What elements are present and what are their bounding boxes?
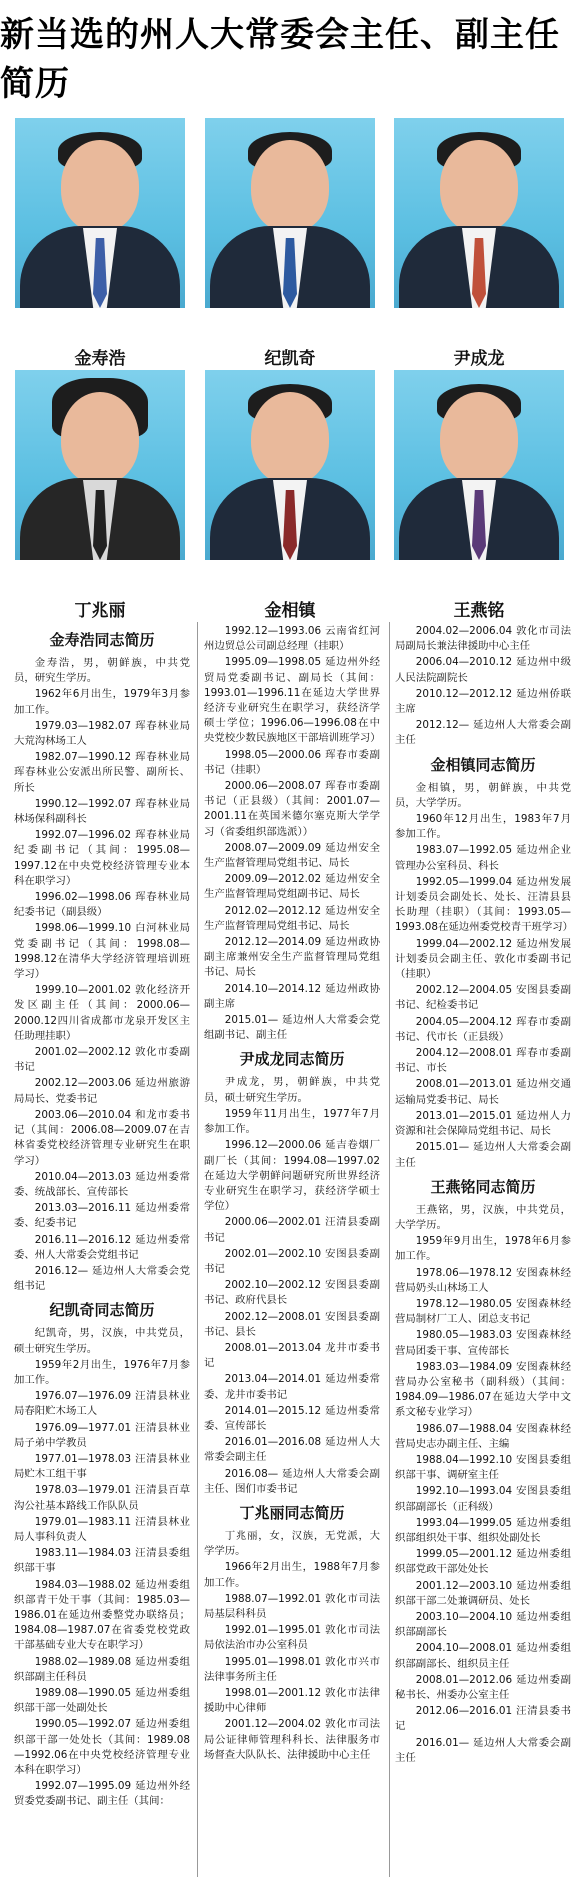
- bio-entry: 2008.01—2013.01 延边州交通运输局党委书记、局长: [395, 1078, 571, 1106]
- bio-paragraphs: [204, 624, 380, 1043]
- bio-entry: 2008.07—2009.09 延边州安全生产监督管理局党组书记、局长: [204, 841, 380, 870]
- bio-entry: 1979.03—1982.07 珲春林业局大荒沟林场工人: [14, 719, 190, 748]
- bio-entry: 1998.05—2000.06 珲春市委副书记（挂职）: [204, 748, 380, 776]
- section-title: 王燕铭同志简历: [430, 1177, 536, 1196]
- text-column-3: [395, 624, 574, 1767]
- bio-entry: 1999.04—2002.12 延边州发展计划委员会副主任、敦化市委副书记（挂职）: [395, 937, 571, 981]
- bio-entry: 1962年6月出生，1979年3月参加工作。: [14, 688, 190, 716]
- bio-entry: 1983.11—1984.03 汪清县委组织部干事: [14, 1547, 190, 1575]
- portrait-photo: [394, 118, 564, 308]
- bio-entry: 1988.07—1992.01 敦化市司法局基层科科员: [204, 1592, 380, 1620]
- portrait-photo: [15, 370, 185, 560]
- bio-entry: 1992.01—1995.01 敦化市司法局依法治市办公室科员: [204, 1624, 380, 1652]
- bio-entry: 1998.01—2001.12 敦化市法律援助中心律师: [204, 1687, 380, 1715]
- bio-paragraphs: [204, 1529, 380, 1763]
- bio-paragraphs: [395, 624, 571, 749]
- bio-entry: 2016.01—2016.08 延边州人大常委会副主任: [204, 1436, 380, 1464]
- portrait-name: 纪凯奇: [264, 349, 316, 369]
- bio-entry: 1983.07—1992.05 延边州企业管理办公室科员、科长: [395, 844, 571, 872]
- bio-entry: 1999.05—2001.12 延边州委组织部党政干部处处长: [395, 1548, 571, 1576]
- bio-entry: 1988.02—1989.08 延边州委组织部副主任科员: [14, 1655, 190, 1683]
- bio-paragraphs: [395, 1203, 571, 1766]
- bio-paragraphs: [14, 1326, 190, 1809]
- bio-entry: 1979.01—1983.11 汪清县林业局人事科负责人: [14, 1515, 190, 1543]
- bio-entry: 1959年11月出生，1977年7月参加工作。: [204, 1107, 380, 1136]
- portrait-photo: [205, 370, 375, 560]
- bio-entry: 2002.01—2002.10 安图县委副书记: [204, 1247, 380, 1275]
- bio-entry: 2001.12—2004.02 敦化市司法局公证律师管理科科长、法律服务市场督查大队队长、法律援助中心主任: [204, 1718, 380, 1761]
- bio-entry: 2001.02—2002.12 敦化市委副书记: [14, 1046, 190, 1074]
- bio-entry: 2003.10—2004.10 延边州委组织部副部长: [395, 1610, 571, 1639]
- bio-entry: 王燕铭，男，汉族，中共党员，大学学历。: [395, 1203, 571, 1231]
- bio-entry: 2013.01—2015.01 延边州人力资源和社会保障局党组书记、局长: [395, 1109, 571, 1138]
- column-divider: [389, 622, 390, 1877]
- bio-entry: 1995.01—1998.01 敦化市兴市法律事务所主任: [204, 1655, 380, 1683]
- text-column-2: [204, 624, 380, 1764]
- bio-entry: 1992.05—1999.04 延边州发展计划委员会副处长、处长、汪清县县长助理（挂职）（其间：1993.05—1993.08在延边州委党校青干班学习）: [395, 875, 574, 934]
- bio-entry: 2000.06—2002.01 汪清县委副书记: [204, 1216, 380, 1244]
- bio-entry: 2004.10—2008.01 延边州委组织部副部长、组织员主任: [395, 1642, 571, 1670]
- portrait-photo: [205, 118, 375, 308]
- bio-entry: 金相镇，男，朝鲜族，中共党员，大学学历。: [395, 781, 571, 809]
- portrait-name: 金寿浩: [74, 349, 126, 369]
- bio-entry: 1989.08—1990.05 延边州委组织部干部一处副处长: [14, 1687, 190, 1715]
- bio-paragraphs: [395, 781, 574, 1171]
- text-column-1: [14, 624, 190, 1811]
- bio-entry: 2002.12—2004.05 安图县委副书记、纪检委书记: [395, 984, 571, 1012]
- section-title: 金相镇同志简历: [430, 755, 536, 774]
- bio-entry: 1992.07—1996.02 珲春林业局纪委副书记（其间：1995.08—1997.12在中央党校经济管理专业本科在职学习）: [14, 829, 190, 887]
- bio-entry: 1996.12—2000.06 延吉卷烟厂副厂长（其间：1994.08—1997.02在延边大学朝鲜问题研究所世界经济专业研究生在职学习，获经济学硕士学位）: [204, 1139, 380, 1213]
- bio-entry: 2013.03—2016.11 延边州委常委、纪委书记: [14, 1202, 190, 1230]
- bio-entry: 1992.10—1993.04 安图县委组织部副部长（正科级）: [395, 1485, 571, 1513]
- bio-entry: 2000.06—2008.07 珲春市委副书记（正县级）（其间：2001.07—2001.11在英国米德尔塞克斯大学学习（省委组织部选派））: [204, 780, 380, 838]
- bio-entry: 1983.03—1984.09 安图森林经营局办公室秘书（副科级）（其间：1984.09—1986.07在延边大学中文系文秘专业学习）: [395, 1360, 571, 1419]
- bio-entry: 1978.06—1978.12 安图森林经营局奶头山林场工人: [395, 1266, 571, 1294]
- bio-entry: 1980.05—1983.03 安图森林经营局团委干事、宣传部长: [395, 1329, 571, 1357]
- bio-entry: 1978.12—1980.05 安图森林经营局制材厂工人、团总支书记: [395, 1297, 571, 1326]
- bio-entry: 2002.10—2002.12 安图县委副书记、政府代县长: [204, 1279, 380, 1307]
- bio-entry: 1959年9月出生，1978年6月参加工作。: [395, 1235, 571, 1263]
- bio-entry: 1976.07—1976.09 汪清县林业局春阳贮木场工人: [14, 1390, 190, 1418]
- bio-entry: 2008.01—2012.06 延边州委副秘书长、州委办公室主任: [395, 1673, 571, 1701]
- bio-entry: 2012.02—2012.12 延边州安全生产监督管理局党组书记、局长: [204, 904, 380, 932]
- bio-paragraphs: [204, 1075, 380, 1496]
- bio-entry: 2013.04—2014.01 延边州委常委、龙井市委书记: [204, 1373, 380, 1401]
- bio-entry: 1998.06—1999.10 白河林业局党委副书记（其间：1998.08—1998.12在清华大学经济管理培训班学习）: [14, 922, 190, 981]
- bio-entry: 2014.10—2014.12 延边州政协副主席: [204, 982, 380, 1010]
- bio-entry: 1996.02—1998.06 珲春林业局纪委书记（副县级）: [14, 891, 190, 919]
- bio-entry: 2010.04—2013.03 延边州委常委、统战部长、宣传部长: [14, 1170, 190, 1198]
- bio-entry: 2016.08— 延边州人大常委会副主任、图们市委书记: [204, 1467, 380, 1495]
- bio-entry: 2015.01— 延边州人大常委会党组副书记、副主任: [204, 1014, 380, 1042]
- bio-entry: 丁兆丽，女，汉族，无党派，大学学历。: [204, 1529, 380, 1558]
- bio-entry: 1984.03—1988.02 延边州委组织部青干处干事（其间：1985.03—1986.01在延边州委整党办联络员；1984.08—1987.07在省委党校党政干部基础专业大专在职学习）: [14, 1578, 190, 1652]
- bio-entry: 2002.12—2003.06 延边州旅游局局长、党委书记: [14, 1077, 190, 1105]
- bio-entry: 金寿浩，男，朝鲜族，中共党员，研究生学历。: [14, 657, 190, 685]
- bio-entry: 2003.06—2010.04 和龙市委书记（其间：2006.08—2009.07在吉林省委党校经济管理专业研究生在职学习）: [14, 1108, 190, 1167]
- portrait-name: 丁兆丽: [74, 601, 126, 621]
- bio-entry: 1986.07—1988.04 安图森林经营局史志办副主任、主编: [395, 1422, 571, 1450]
- bio-entry: 1999.10—2001.02 敦化经济开发区副主任（其间：2000.06—2000.12四川省成都市龙泉开发区主任助理挂职）: [14, 984, 190, 1042]
- bio-entry: 2016.12— 延边州人大常委会党组书记: [14, 1264, 190, 1293]
- bio-entry: 2014.01—2015.12 延边州委常委、宣传部长: [204, 1404, 380, 1432]
- bio-entry: 1959年2月出生，1976年7月参加工作。: [14, 1358, 190, 1386]
- bio-entry: 2004.05—2004.12 珲春市委副书记、代市长（正县级）: [395, 1015, 571, 1043]
- bio-entry: 2004.02—2006.04 敦化市司法局副局长兼法律援助中心主任: [395, 625, 571, 653]
- bio-entry: 1990.05—1992.07 延边州委组织部干部一处处长（其间：1989.08—1992.06在中央党校经济管理专业本科在职学习）: [14, 1718, 190, 1777]
- portrait-name: 尹成龙: [453, 349, 505, 369]
- bio-entry: 1977.01—1978.03 汪清县林业局贮木工组干事: [14, 1452, 190, 1481]
- section-title: 丁兆丽同志简历: [239, 1503, 345, 1522]
- bio-entry: 1990.12—1992.07 珲春林业局林场保科副科长: [14, 797, 190, 826]
- headline: 新当选的州人大常委会主任、副主任简历: [0, 15, 560, 104]
- bio-entry: 纪凯奇，男，汉族，中共党员，硕士研究生学历。: [14, 1327, 190, 1355]
- column-divider: [197, 622, 198, 1877]
- bio-entry: 2006.04—2010.12 延边州中级人民法院副院长: [395, 656, 571, 684]
- bio-entry: 2012.06—2016.01 汪清县委书记: [395, 1705, 571, 1733]
- bio-entry: 2012.12— 延边州人大常委会副主任: [395, 719, 571, 747]
- portrait-photo: [15, 118, 185, 308]
- bio-entry: 1966年2月出生，1988年7月参加工作。: [204, 1561, 380, 1589]
- bio-entry: 2010.12—2012.12 延边州侨联主席: [395, 687, 571, 716]
- bio-entry: 2002.12—2008.01 安图县委副书记、县长: [204, 1310, 380, 1338]
- portrait-name: 金相镇: [264, 601, 316, 621]
- bio-paragraphs: [14, 656, 190, 1294]
- bio-entry: 2015.01— 延边州人大常委会副主任: [395, 1141, 571, 1169]
- bio-entry: 2008.01—2013.04 龙井市委书记: [204, 1341, 380, 1370]
- section-title: 尹成龙同志简历: [239, 1050, 345, 1069]
- bio-entry: 1992.12—1993.06 云南省红河州边贸总公司副总经理（挂职）: [204, 625, 380, 653]
- bio-entry: 1978.03—1979.01 汪清县百草沟公社基本路线工作队队员: [14, 1484, 190, 1512]
- bio-entry: 2016.01— 延边州人大常委会副主任: [395, 1736, 571, 1764]
- bio-entry: 1976.09—1977.01 汪清县林业局子弟中学教员: [14, 1421, 190, 1449]
- bio-entry: 2004.12—2008.01 珲春市委副书记、市长: [395, 1047, 571, 1075]
- bio-entry: 1982.07—1990.12 珲春林业局珲春林业公安派出所民警、副所长、所长: [14, 751, 190, 794]
- bio-entry: 1995.09—1998.05 延边州外经贸局党委副书记、副局长（其间：1993.01—1996.11在延边大学世界经济专业研究生在职学习，获经济学硕士学位；1996.06—1996.08在中央党校少数民族地区干部培训班学习）: [204, 656, 381, 745]
- section-title: 金寿浩同志简历: [49, 631, 155, 649]
- bio-entry: 2016.11—2016.12 延边州委常委、州人大常委会党组书记: [14, 1233, 190, 1261]
- bio-entry: 2009.09—2012.02 延边州安全生产监督管理局党组副书记、局长: [204, 873, 380, 901]
- bio-entry: 2012.12—2014.09 延边州政协副主席兼州安全生产监督管理局党组书记、局长: [204, 936, 380, 979]
- portrait-name: 王燕铭: [453, 601, 505, 621]
- bio-entry: 1988.04—1992.10 安图县委组织部干事、调研室主任: [395, 1453, 571, 1482]
- bio-entry: 2001.12—2003.10 延边州委组织部干部二处兼调研员、处长: [395, 1579, 571, 1607]
- portrait-photo: [394, 370, 564, 560]
- section-title: 纪凯奇同志简历: [49, 1301, 155, 1320]
- bio-entry: 1960年12月出生，1983年7月参加工作。: [395, 813, 571, 841]
- bio-entry: 尹成龙，男，朝鲜族，中共党员，硕士研究生学历。: [204, 1076, 380, 1104]
- bio-entry: 1992.07—1995.09 延边州外经贸委党委副书记、副主任（其间：: [14, 1780, 190, 1808]
- bio-entry: 1993.04—1999.05 延边州委组织部组织处干事、组织处副处长: [395, 1516, 571, 1544]
